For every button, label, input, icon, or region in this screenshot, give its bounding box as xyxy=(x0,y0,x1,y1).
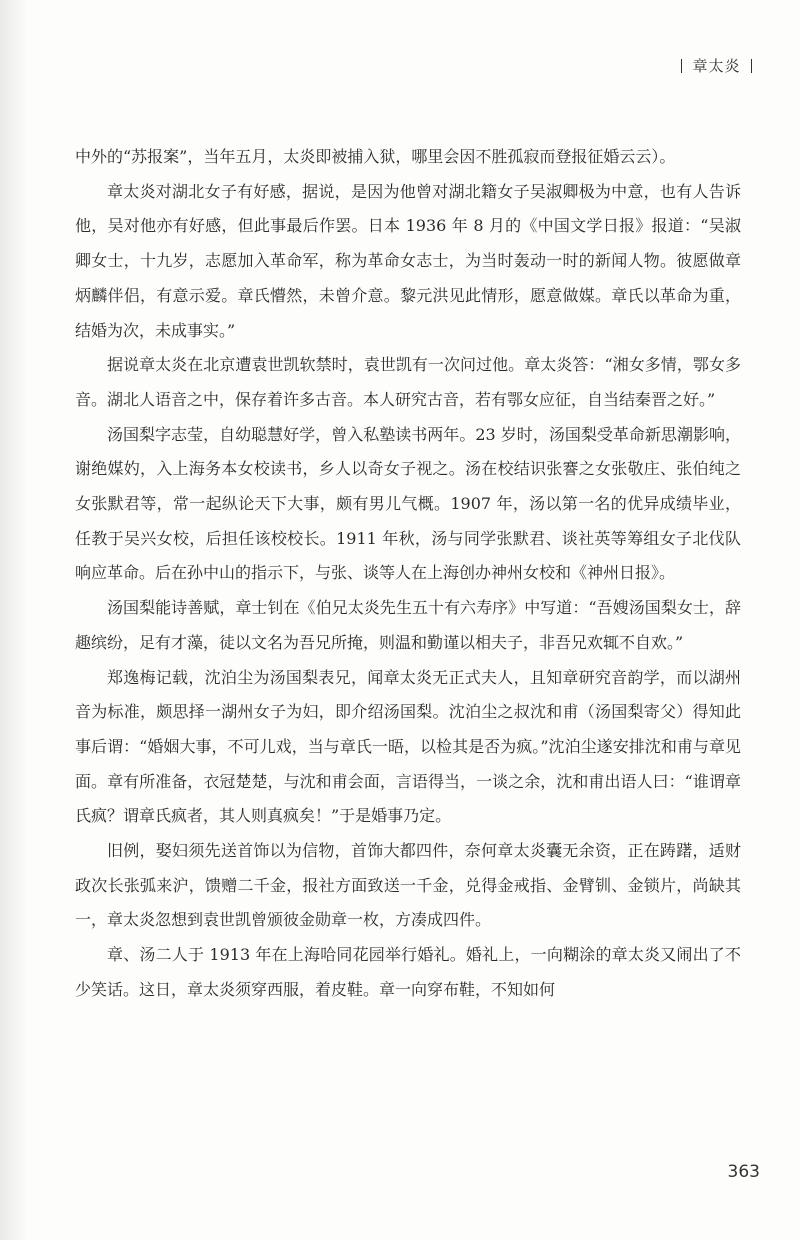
page-number: 363 xyxy=(727,1162,760,1182)
header-right-divider xyxy=(751,59,753,73)
header-left-divider xyxy=(681,59,683,73)
paragraph-8: 章、汤二人于 1913 年在上海哈同花园举行婚礼。婚礼上，一向糊涂的章太炎又闹出了不少笑话。这日，章太炎须穿西服，着皮鞋。章一向穿布鞋，不知如何 xyxy=(75,945,741,999)
paragraph-3: 据说章太炎在北京遭袁世凯软禁时，袁世凯有一次问过他。章太炎答：“湘女多情，鄂女多音。湖北人语音之中，保存着许多古音。本人研究古音，若有鄂女应征，自当结秦晋之好。” xyxy=(75,355,741,409)
body-text xyxy=(75,140,741,1008)
paragraph-5: 汤国梨能诗善赋，章士钊在《伯兄太炎先生五十有六寿序》中写道：“吾嫂汤国梨女士，辞趣缤纷，足有才藻，徒以文名为吾兄所掩，则温和勤谨以相夫子，非吾兄欢辄不自欢。” xyxy=(75,598,741,652)
running-header xyxy=(671,55,762,76)
paragraph-1-continuation: 中外的“苏报案”，当年五月，太炎即被捕入狱，哪里会因不胜孤寂而登报征婚云云）。 xyxy=(75,147,676,166)
paragraph-4: 汤国梨字志莹，自幼聪慧好学，曾入私塾读书两年。23 岁时，汤国梨受革命新思潮影响，谢绝媒妁，入上海务本女校读书，乡人以奇女子视之。汤在校结识张謇之女张敬庄、张伯纯之女张默君等，常一起纵论天下大事，颇有男儿气概。1907 年，汤以第一名的优异成绩毕业，任教于吴兴女校，后担任该校校长。1911 年秋，汤与同学张默君、谈社英等筹组女子北伐队响应革命。后在孙中山的指示下，与张、谈等人在上海创办神州女校和《神州日报》。 xyxy=(75,424,741,583)
paragraph-6: 郑逸梅记载，沈泊尘为汤国梨表兄，闻章太炎无正式夫人，且知章研究音韵学，而以湖州音为标准，颇思择一湖州女子为妇，即介绍汤国梨。沈泊尘之叔沈和甫（汤国梨寄父）得知此事后谓：“婚姻大事，不可儿戏，当与章氏一晤，以检其是否为疯。”沈泊尘遂安排沈和甫与章见面。章有所准备，衣冠楚楚，与沈和甫会面，言语得当，一谈之余，沈和甫出语人曰：“谁谓章氏疯？谓章氏疯者，其人则真疯矣！”于是婚事乃定。 xyxy=(75,667,741,826)
running-title: 章太炎 xyxy=(692,57,741,75)
paragraph-7: 旧例，娶妇须先送首饰以为信物，首饰大都四件，奈何章太炎囊无余资，正在踌躇，适财政次长张弧来沪，馈赠二千金，报社方面致送一千金，兑得金戒指、金臂钏、金锁片，尚缺其一，章太炎忽想到袁世凯曾颁彼金勋章一枚，方凑成四件。 xyxy=(75,841,741,930)
paragraph-2: 章太炎对湖北女子有好感，据说，是因为他曾对湖北籍女子吴淑卿极为中意，也有人告诉他，吴对他亦有好感，但此事最后作罢。日本 1936 年 8 月的《中国文学日报》报道：“吴淑卿女士，十九岁，志愿加入革命军，称为革命女志士，为当时轰动一时的新闻人物。彼愿做章炳麟伴侣，有意示爱。章氏懵然，未曾介意。黎元洪见此情形，愿意做媒。章氏以革命为重，结婚为次，未成事实。” xyxy=(75,181,741,340)
